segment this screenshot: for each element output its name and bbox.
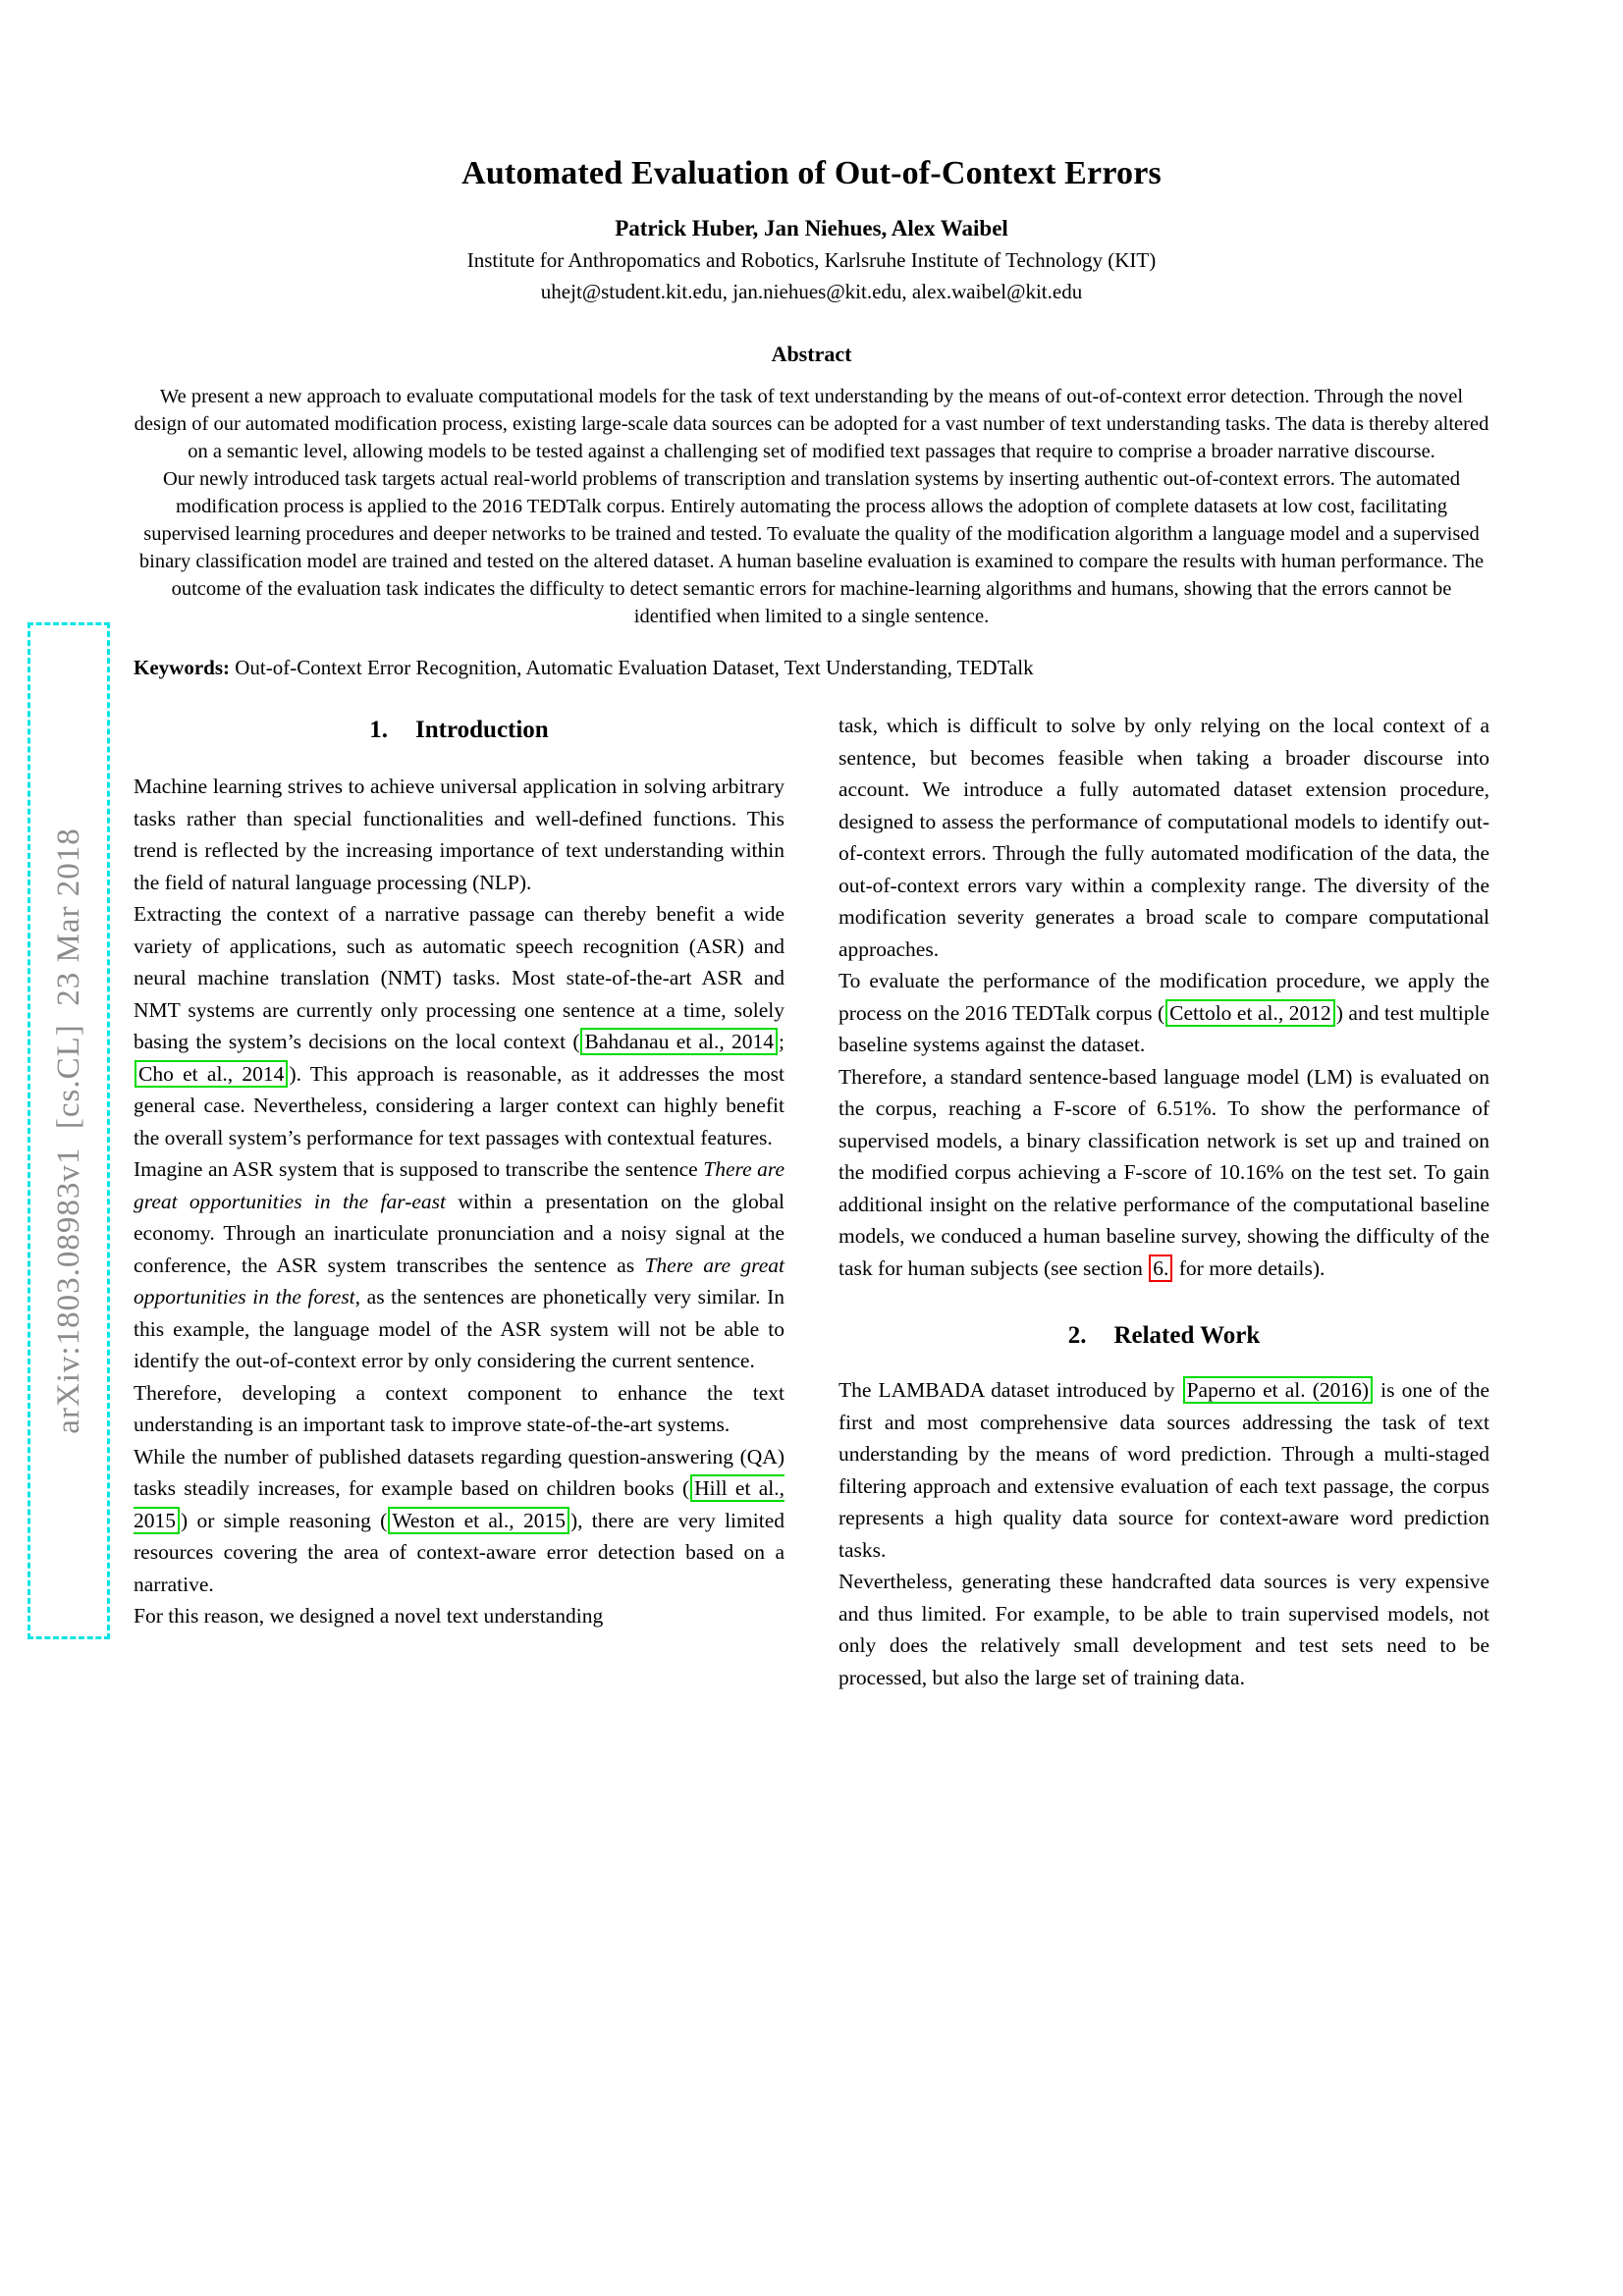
affiliation-line: Institute for Anthropomatics and Robotics, Karlsruhe Institute of Technology (KIT) [466,248,1157,272]
abstract-paragraph-1: We present a new approach to evaluate computational models for the task of text understanding by the means of out-of-context error detection. Through the novel design of our automated modification process, existing large-scale data sources can be adopted for a vast number of text understanding tasks. The data is thereby altered on a semantic level, allowing models to be tested against a challenging set of modified text passages that require to comprise a broader narrative discourse. [134,386,1489,462]
authors-line: Patrick Huber, Jan Niehues, Alex Waibel [615,216,1008,240]
paragraph: Extracting the context of a narrative passage can thereby benefit a wide variety of applications, such as automatic speech recognition (ASR) and neural machine translation (NMT) tasks. Most state-of-the-art ASR and NMT systems are currently only processing one sentence at a time, solely basing the system’s decisions on the local context ( Bahdanau et al., 2014 ; Cho et al., 2014 ). This approach is reasonable, as it addresses the most general case. Nevertheless, considering a larger context can highly benefit the overall system’s performance for text passages with contextual features. [134,902,784,1149]
paper-title: Automated Evaluation of Out-of-Context Errors [461,155,1162,191]
italic-phrase: There are great opportunities in the forest [134,1253,784,1308]
section-title: Introduction [415,717,549,743]
citation-link[interactable]: Cho et al., 2014 [135,1060,288,1088]
section-number: 2. [1067,1322,1087,1349]
citation-link[interactable]: Paperno et al. (2016) [1183,1376,1373,1404]
paragraph: The LAMBADA dataset introduced by Paperno et al. (2016) is one of the first and most comprehensive data sources addressing the task of text understanding by the means of word prediction. Through a multi-staged filtering approach and extensive evaluation of each text passage, the corpus represents a high quality data source for context-aware word prediction tasks. [839,1378,1489,1562]
citation-link[interactable]: Weston et al., 2015 [388,1507,569,1534]
section-number: 1. [369,717,389,743]
abstract-section [134,342,1489,630]
keywords-text: Out-of-Context Error Recognition, Automatic Evaluation Dataset, Text Understanding, TEDTalk [230,656,1034,679]
paragraph: For this reason, we designed a novel text understanding [134,1604,604,1628]
paragraph: Imagine an ASR system that is supposed to transcribe the sentence There are great opportunities in the far-east within a presentation on the global economy. Through an inarticulate pronunciation and a noisy signal at the conference, the ASR system transcribes the sentence as There are great opportunities in the forest, as the sentences are phonetically very similar. In this example, the language model of the ASR system will not be able to identify the out-of-context error by only considering the current sentence. [134,1157,785,1372]
paragraph: Therefore, a standard sentence-based language model (LM) is evaluated on the corpus, reaching a F-score of 6.51%. To show the performance of supervised models, a binary classification network is set up and trained on the modified corpus achieving a F-score of 10.16% on the test set. To gain additional insight on the relative performance of the computational baseline models, we conduced a human baseline survey, showing the difficulty of the task for human subjects (see section 6. for more details). [839,1064,1489,1280]
citation-link[interactable]: Hill et al., 2015 [134,1476,784,1532]
paragraph: Nevertheless, generating these handcrafted data sources is very expensive and thus limited. For example, to be able to train supervised models, not only does the relatively small development and test sets need to be processed, but also the large set of training data. [839,1570,1489,1689]
paragraph: Therefore, developing a context component to enhance the text understanding is an important task to improve state-of-the-art systems. [134,1380,784,1436]
section-heading-related-work [839,1321,1489,1351]
abstract-heading: Abstract [771,342,852,366]
citation-link[interactable]: Bahdanau et al., 2014 [580,1028,778,1055]
paragraph: Machine learning strives to achieve universal application in solving arbitrary tasks rather than special functionalities and well-defined functions. This trend is reflected by the increasing importance of text understanding within the field of natural language processing (NLP). [134,774,784,894]
keywords-label: Keywords: [134,656,230,679]
emails-line: uhejt@student.kit.edu, jan.niehues@kit.edu, alex.waibel@kit.edu [540,280,1083,303]
left-column [134,710,784,1632]
section-title: Related Work [1113,1322,1261,1349]
paragraph: To evaluate the performance of the modification procedure, we apply the process on the 2016 TEDTalk corpus ( Cettolo et al., 2012 ) and test multiple baseline systems against the dataset. [839,969,1489,1056]
right-column [839,710,1489,1693]
italic-phrase: There are great opportunities in the far-east [134,1157,784,1213]
arxiv-watermark [27,622,110,1639]
citation-link[interactable]: Cettolo et al., 2012 [1165,999,1335,1027]
abstract-paragraph-2: Our newly introduced task targets actual real-world problems of transcription and translation systems by inserting authentic out-of-context errors. The automated modification process is applied to the 2016 TEDTalk corpus. Entirely automating the process allows the adoption of complete datasets at low cost, facilitating supervised learning procedures and deeper networks to be trained and tested. To evaluate the quality of the modification algorithm a language model and a supervised binary classification model are trained and tested on the altered dataset. A human baseline evaluation is examined to compare the results with human performance. The outcome of the evaluation task indicates the difficulty to detect semantic errors for machine-learning algorithms and humans, showing that the errors cannot be identified when limited to a single sentence. [138,468,1485,627]
two-column-body [134,710,1489,1693]
keywords-line [134,656,1489,680]
arxiv-watermark-text: arXiv:1803.08983v1 [cs.CL] 23 Mar 2018 [50,828,86,1434]
section-ref-link[interactable]: 6. [1149,1255,1172,1282]
section-heading-introduction [134,716,784,745]
paragraph: task, which is difficult to solve by only relying on the local context of a sentence, but becomes feasible when taking a broader discourse into account. We introduce a fully automated dataset extension procedure, designed to assess the performance of computational models to identify out-of-context errors. Through the fully automated modification of the data, the out-of-context errors vary within a complexity range. The diversity of the modification severity generates a broad scale to compare computational approaches. [839,714,1489,961]
paragraph: While the number of published datasets regarding question-answering (QA) tasks steadily increases, for example based on children books ( Hill et al., 2015 ) or simple reasoning ( Weston et al., 2015 ), there are very limited resources covering the area of context-aware error detection based on a narrative. [134,1444,784,1596]
paper-content [134,0,1489,1693]
